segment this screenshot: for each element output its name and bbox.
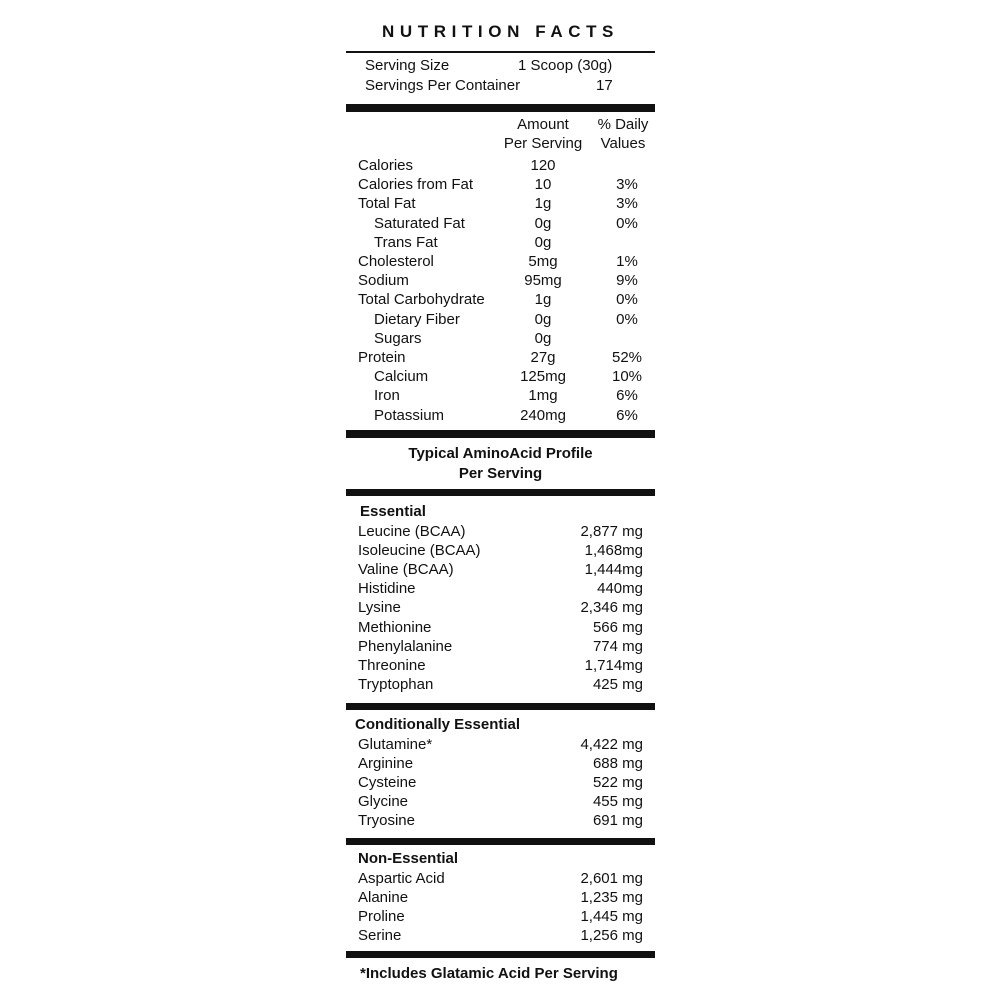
amino-acid-amount: 440mg [597, 580, 643, 598]
nutrient-amount: 0g [534, 233, 552, 251]
amino-acid-name: Histidine [358, 580, 416, 598]
amino-acid-amount: 2,346 mg [580, 599, 643, 617]
nutrient-name: Saturated Fat [374, 214, 465, 232]
amino-acid-amount: 455 mg [592, 793, 643, 811]
amino-acid-name: Valine (BCAA) [358, 561, 454, 579]
nutrient-daily-value: 3% [616, 195, 638, 213]
label-title: NUTRITION FACTS [382, 22, 619, 41]
nutrient-daily-value: 10% [611, 368, 643, 386]
nutrition-label [346, 0, 655, 1000]
nutrient-amount: 10 [534, 176, 552, 194]
nutrient-name: Dietary Fiber [374, 310, 460, 328]
amount-header-line1: Amount [517, 116, 569, 133]
amino-acid-name: Glutamine* [358, 736, 433, 753]
amino-title: Typical AminoAcid Profile [408, 445, 593, 462]
thick-rule [346, 430, 655, 438]
nutrient-name: Total Fat [358, 195, 416, 213]
serving-size-value: 1 Scoop (30g) [518, 57, 613, 74]
essential-heading: Essential [360, 503, 426, 520]
amino-acid-amount: 1,714mg [584, 656, 643, 674]
amino-acid-amount: 1,445 mg [580, 908, 643, 926]
amino-acid-name: Glycine [358, 793, 409, 811]
amino-acid-amount: 774 mg [592, 637, 643, 655]
thick-rule [346, 703, 655, 710]
nutrient-name: Protein [358, 349, 406, 366]
nutrient-amount: 240mg [520, 406, 566, 424]
nutrient-amount: 1mg [528, 387, 558, 405]
amino-acid-amount: 1,468mg [584, 542, 643, 560]
amino-acid-amount: 2,877 mg [580, 523, 643, 540]
nutrient-amount: 95mg [524, 272, 562, 290]
amino-acid-amount: 2,601 mg [580, 870, 643, 887]
amino-acid-name: Threonine [358, 656, 426, 674]
daily-header-line1: % Daily [597, 116, 649, 133]
nutrient-amount: 125mg [520, 368, 566, 386]
amino-acid-amount: 566 mg [592, 618, 643, 636]
amino-acid-amount: 688 mg [592, 755, 643, 773]
amino-acid-name: Aspartic Acid [358, 870, 445, 887]
amino-acid-name: Tryosine [358, 812, 415, 830]
footnote: *Includes Glatamic Acid Per Serving [360, 965, 618, 982]
serving-size-label: Serving Size [365, 57, 450, 74]
nutrient-name: Calories [358, 157, 414, 174]
amino-acid-amount: 1,444mg [584, 561, 643, 579]
amino-acid-name: Leucine (BCAA) [358, 523, 466, 540]
amino-acid-amount: 4,422 mg [580, 736, 643, 753]
thick-rule [346, 489, 655, 496]
nutrient-daily-value: 52% [611, 349, 643, 366]
thick-rule [346, 951, 655, 958]
nutrient-amount: 0g [534, 214, 552, 232]
amino-acid-name: Phenylalanine [358, 637, 453, 655]
nutrient-daily-value: 6% [616, 406, 638, 424]
nutrient-daily-value: 0% [616, 291, 638, 309]
nutrient-name: Iron [374, 387, 400, 405]
nutrient-daily-value: 6% [616, 387, 638, 405]
amino-acid-amount: 691 mg [592, 812, 643, 830]
nutrient-name: Cholesterol [358, 253, 434, 270]
nutrient-daily-value: 0% [616, 214, 638, 232]
thick-rule [346, 104, 655, 112]
thick-rule [346, 838, 655, 845]
nutrient-daily-value: 3% [616, 176, 638, 194]
amino-acid-amount: 1,256 mg [580, 927, 643, 945]
amino-acid-name: Cysteine [358, 774, 417, 792]
nutrient-amount: 1g [534, 291, 552, 309]
amino-acid-amount: 425 mg [592, 675, 643, 693]
nutrient-name: Potassium [374, 406, 445, 424]
nutrient-amount: 0g [534, 329, 552, 347]
amino-acid-name: Serine [358, 927, 402, 945]
nutrient-amount: 5mg [528, 253, 558, 270]
amino-acid-amount: 1,235 mg [580, 889, 643, 907]
amino-acid-name: Proline [358, 908, 405, 926]
servings-per-container-value: 17 [596, 77, 613, 94]
non-essential-heading: Non-Essential [358, 850, 459, 867]
nutrient-amount: 1g [534, 195, 552, 213]
amino-acid-name: Methionine [358, 618, 432, 636]
nutrient-name: Calories from Fat [358, 176, 474, 194]
nutrient-name: Sodium [358, 272, 409, 290]
servings-per-container-label: Servings Per Container [365, 77, 521, 94]
nutrient-name: Trans Fat [374, 233, 438, 251]
nutrient-amount: 0g [534, 310, 552, 328]
daily-header-line2: Values [600, 135, 646, 152]
nutrient-name: Total Carbohydrate [358, 291, 485, 309]
nutrient-amount: 120 [530, 157, 556, 174]
nutrient-name: Calcium [374, 368, 429, 386]
conditional-heading: Conditionally Essential [355, 716, 521, 733]
amount-header-line2: Per Serving [503, 135, 583, 152]
nutrient-amount: 27g [530, 349, 556, 366]
amino-subtitle: Per Serving [458, 465, 543, 482]
amino-acid-name: Lysine [358, 599, 401, 617]
amino-acid-name: Tryptophan [358, 675, 434, 693]
amino-acid-name: Arginine [358, 755, 414, 773]
amino-acid-amount: 522 mg [592, 774, 643, 792]
amino-acid-name: Isoleucine (BCAA) [358, 542, 481, 560]
nutrient-name: Sugars [374, 329, 422, 347]
title-rule [346, 51, 655, 53]
nutrient-daily-value: 0% [616, 310, 638, 328]
nutrient-daily-value: 1% [616, 253, 638, 270]
amino-acid-name: Alanine [358, 889, 409, 907]
nutrient-daily-value: 9% [616, 272, 638, 290]
